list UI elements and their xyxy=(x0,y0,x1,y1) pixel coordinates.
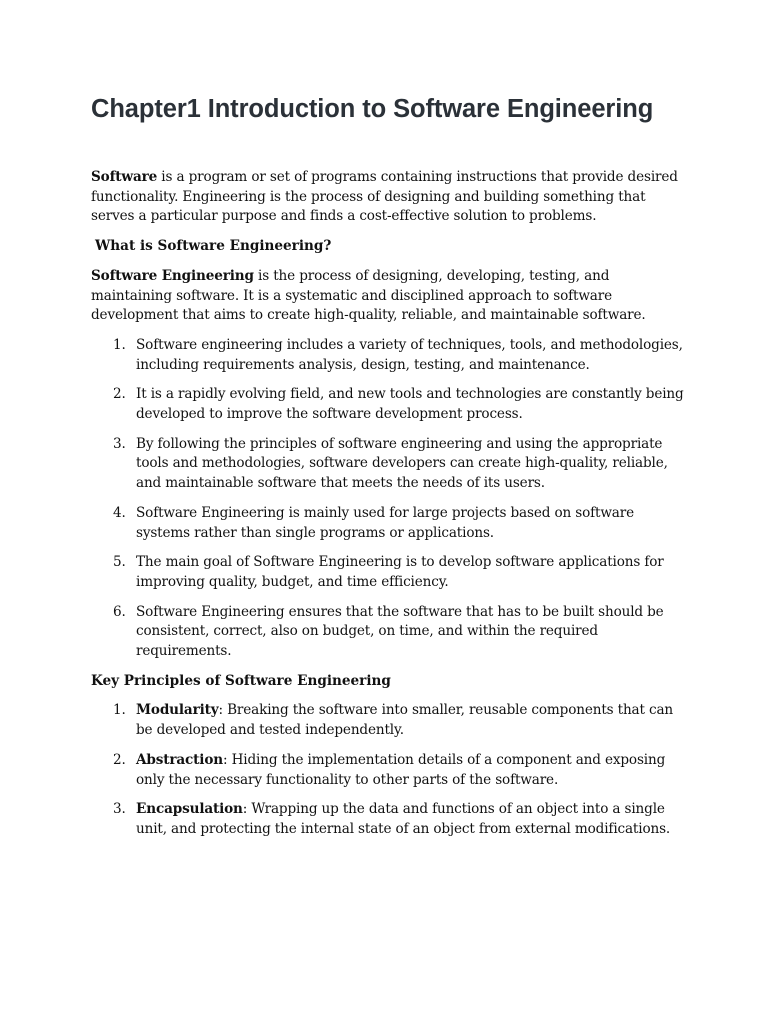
list-item xyxy=(91,603,691,662)
what-is-list xyxy=(91,336,691,662)
list-number: 6. xyxy=(113,603,126,620)
list-number: 1. xyxy=(113,702,126,719)
section-heading-key-principles: Key Principles of Software Engineering xyxy=(91,672,391,689)
list-item xyxy=(91,553,691,592)
list-number: 2. xyxy=(113,386,126,403)
section-heading-what-is: What is Software Engineering? xyxy=(95,238,332,255)
list-number: 3. xyxy=(113,801,126,818)
list-item-text: It is a rapidly evolving field, and new tools and technologies are constantly being developed to improve the software development process. xyxy=(136,386,684,423)
list-number: 4. xyxy=(113,504,126,521)
intro-term: Software xyxy=(91,169,158,185)
list-item-text: Software Engineering ensures that the software that has to be built should be consistent, correct, also on budget, on time, and within the required requirements. xyxy=(136,603,664,660)
list-item-text: : Wrapping up the data and functions of an object into a single unit, and protecting the internal state of an object from external modifications. xyxy=(136,801,671,837)
list-item-text: The main goal of Software Engineering is to develop software applications for improving quality, budget, and time efficiency. xyxy=(136,554,664,590)
definition-text: is the process of designing, developing, testing, and maintaining software. It is a systematic and disciplined approach to software development that aims to create high-quality, reliable, and maintainable software. xyxy=(91,267,646,324)
key-principles-list xyxy=(91,701,691,839)
intro-paragraph xyxy=(91,168,691,227)
definition-paragraph xyxy=(91,267,691,326)
list-item-text: By following the principles of software engineering and using the appropriate tools and methodologies, software developers can create high-quality, reliable, and maintainable software that meets the needs of its users. xyxy=(136,435,668,492)
document-page xyxy=(91,90,691,850)
list-item-text: : Breaking the software into smaller, reusable components that can be developed and tested independently. xyxy=(136,702,674,739)
list-item xyxy=(91,701,691,740)
list-item xyxy=(91,336,691,375)
list-number: 3. xyxy=(113,435,126,452)
list-item-text: : Hiding the implementation details of a component and exposing only the necessary functionality to other parts of the software. xyxy=(136,751,666,788)
intro-text: is a program or set of programs containing instructions that provide desired functionality. Engineering is the process of designing and building something that serves a particular purpose and finds a cost-effective solution to problems. xyxy=(91,169,678,225)
page-title: Chapter1 Introduction to Software Engineering xyxy=(91,95,654,123)
list-number: 1. xyxy=(113,336,126,353)
list-number: 2. xyxy=(113,751,126,768)
list-item-text: Software engineering includes a variety of techniques, tools, and methodologies, including requirements analysis, design, testing, and maintenance. xyxy=(136,336,683,373)
list-item xyxy=(91,435,691,494)
principle-term: Encapsulation xyxy=(136,801,243,818)
list-item xyxy=(91,385,691,424)
principle-term: Abstraction xyxy=(136,751,223,768)
list-item xyxy=(91,504,691,543)
principle-term: Modularity xyxy=(136,702,219,719)
list-item-text: Software Engineering is mainly used for large projects based on software systems rather than single programs or applications. xyxy=(136,504,634,541)
definition-term: Software Engineering xyxy=(91,267,254,284)
list-number: 5. xyxy=(113,554,126,571)
list-item xyxy=(91,800,691,839)
list-item xyxy=(91,751,691,790)
